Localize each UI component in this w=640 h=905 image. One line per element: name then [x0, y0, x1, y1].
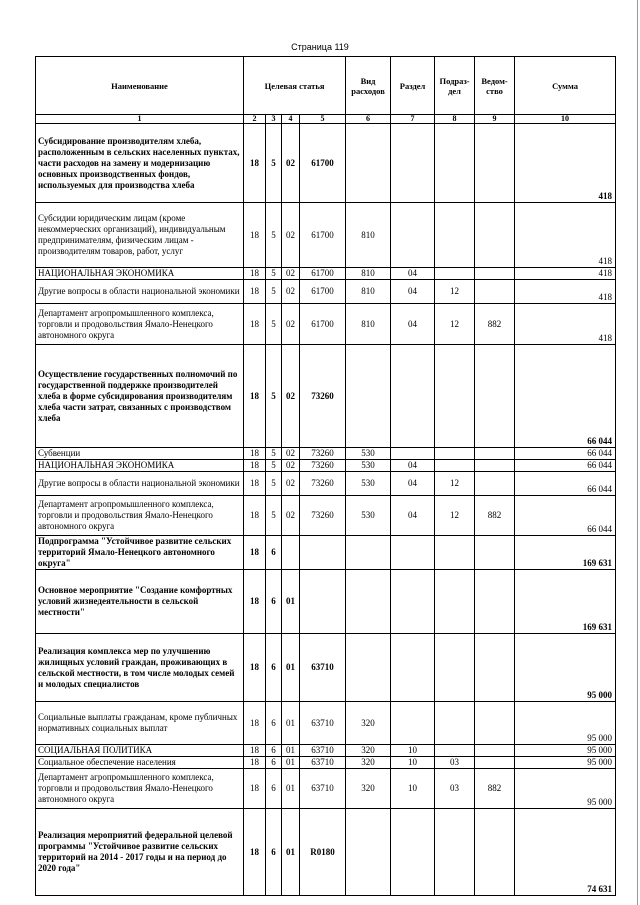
row-sum: 66 044	[515, 472, 616, 496]
row-vedomstvo	[475, 472, 515, 496]
row-target-subprogram: 6	[266, 536, 282, 570]
row-target-event: 01	[282, 570, 300, 634]
row-vedomstvo	[475, 280, 515, 304]
page-label: Страница 119	[291, 42, 349, 52]
row-sum: 95 000	[515, 757, 616, 769]
row-vid: 320	[346, 769, 391, 809]
row-target-event: 02	[282, 496, 300, 536]
row-target-event: 02	[282, 448, 300, 460]
scan-edge-line	[637, 0, 638, 905]
row-sum: 418	[515, 268, 616, 280]
row-razdel	[391, 203, 435, 268]
row-target-subprogram: 6	[266, 757, 282, 769]
row-name: Другие вопросы в области национальной экономики	[36, 280, 244, 304]
row-razdel	[391, 809, 435, 896]
row-target-program: 18	[244, 472, 266, 496]
row-name: Подпрограмма "Устойчивое развитие сельских территорий Ямало-Ненецкого автономного округа"	[36, 536, 244, 570]
table-row	[36, 809, 616, 896]
row-vid: 320	[346, 757, 391, 769]
row-vedomstvo	[475, 124, 515, 203]
header-razdel: Раздел	[391, 57, 435, 115]
table-row	[36, 745, 616, 757]
row-vid	[346, 124, 391, 203]
row-vid: 810	[346, 280, 391, 304]
row-target-event: 01	[282, 745, 300, 757]
row-target-subprogram: 6	[266, 769, 282, 809]
row-podrazdel	[435, 124, 475, 203]
table-row	[36, 570, 616, 634]
row-razdel	[391, 448, 435, 460]
row-target-code: 73260	[300, 448, 346, 460]
row-vedomstvo	[475, 268, 515, 280]
row-target-code: 63710	[300, 634, 346, 702]
row-target-code: 61700	[300, 304, 346, 345]
row-target-program: 18	[244, 268, 266, 280]
row-sum: 418	[515, 203, 616, 268]
row-name: Департамент агропромышленного комплекса, торговли и продовольствия Ямало-Ненецкого автономного округа	[36, 304, 244, 345]
header-vedomstvo: Ведом-ство	[475, 57, 515, 115]
table-row	[36, 124, 616, 203]
row-podrazdel	[435, 448, 475, 460]
row-target-subprogram: 6	[266, 570, 282, 634]
row-vid: 810	[346, 268, 391, 280]
row-sum: 66 044	[515, 448, 616, 460]
table-row	[36, 345, 616, 448]
row-vedomstvo	[475, 536, 515, 570]
row-target-program: 18	[244, 536, 266, 570]
row-target-event: 02	[282, 280, 300, 304]
col-num: 4	[282, 115, 300, 124]
row-target-program: 18	[244, 496, 266, 536]
row-target-subprogram: 6	[266, 809, 282, 896]
row-vid: 530	[346, 448, 391, 460]
row-razdel: 10	[391, 769, 435, 809]
row-target-program: 18	[244, 745, 266, 757]
table-row	[36, 536, 616, 570]
table-row	[36, 304, 616, 345]
row-target-event: 02	[282, 472, 300, 496]
budget-table	[35, 56, 616, 896]
row-name: Департамент агропромышленного комплекса, торговли и продовольствия Ямало-Ненецкого автономного округа	[36, 769, 244, 809]
row-target-code: 73260	[300, 496, 346, 536]
row-name: Департамент агропромышленного комплекса, торговли и продовольствия Ямало-Ненецкого автономного округа	[36, 496, 244, 536]
row-vedomstvo: 882	[475, 496, 515, 536]
row-target-program: 18	[244, 345, 266, 448]
row-sum: 66 044	[515, 496, 616, 536]
row-podrazdel	[435, 536, 475, 570]
row-name: Основное мероприятие "Создание комфортных условий жизнедеятельности в сельской местности"	[36, 570, 244, 634]
row-podrazdel: 12	[435, 472, 475, 496]
row-razdel	[391, 536, 435, 570]
row-razdel	[391, 570, 435, 634]
row-target-code: 73260	[300, 460, 346, 472]
row-target-subprogram: 5	[266, 280, 282, 304]
row-target-program: 18	[244, 634, 266, 702]
table-row	[36, 280, 616, 304]
row-vedomstvo	[475, 634, 515, 702]
table-row	[36, 268, 616, 280]
row-target-code	[300, 536, 346, 570]
row-target-event	[282, 536, 300, 570]
row-target-event: 01	[282, 757, 300, 769]
row-target-event: 02	[282, 268, 300, 280]
row-target-code: 63710	[300, 769, 346, 809]
col-num: 7	[391, 115, 435, 124]
row-vedomstvo	[475, 570, 515, 634]
row-target-subprogram: 5	[266, 472, 282, 496]
table-row	[36, 757, 616, 769]
col-num: 10	[515, 115, 616, 124]
row-razdel	[391, 702, 435, 745]
row-target-code	[300, 570, 346, 634]
row-sum: 95 000	[515, 745, 616, 757]
row-target-event: 01	[282, 634, 300, 702]
table-row	[36, 702, 616, 745]
row-name: Субсидирование производителям хлеба, расположенным в сельских населенных пунктах, части расходов на замену и модернизацию основных производственных фондов, используемых для производства хлеба	[36, 124, 244, 203]
row-sum: 95 000	[515, 769, 616, 809]
row-sum: 74 631	[515, 809, 616, 896]
row-vid: 530	[346, 496, 391, 536]
row-target-code: 61700	[300, 268, 346, 280]
row-vedomstvo	[475, 203, 515, 268]
row-target-subprogram: 5	[266, 304, 282, 345]
row-name: НАЦИОНАЛЬНАЯ ЭКОНОМИКА	[36, 268, 244, 280]
row-target-program: 18	[244, 809, 266, 896]
row-podrazdel	[435, 345, 475, 448]
row-target-subprogram: 5	[266, 448, 282, 460]
row-target-program: 18	[244, 124, 266, 203]
row-razdel: 04	[391, 496, 435, 536]
row-vid: 810	[346, 304, 391, 345]
table-row	[36, 460, 616, 472]
row-podrazdel: 12	[435, 496, 475, 536]
row-target-subprogram: 5	[266, 203, 282, 268]
row-target-code: 73260	[300, 472, 346, 496]
row-target-subprogram: 6	[266, 634, 282, 702]
table-row	[36, 769, 616, 809]
row-razdel: 04	[391, 280, 435, 304]
row-podrazdel	[435, 460, 475, 472]
row-vid	[346, 570, 391, 634]
row-name: СОЦИАЛЬНАЯ ПОЛИТИКА	[36, 745, 244, 757]
row-vid	[346, 536, 391, 570]
row-target-code: 63710	[300, 757, 346, 769]
row-vedomstvo	[475, 345, 515, 448]
row-name: Социальные выплаты гражданам, кроме публичных нормативных социальных выплат	[36, 702, 244, 745]
header-summa: Сумма	[515, 57, 616, 115]
row-razdel: 04	[391, 460, 435, 472]
header-target: Целевая статья	[244, 57, 346, 115]
row-name: НАЦИОНАЛЬНАЯ ЭКОНОМИКА	[36, 460, 244, 472]
row-razdel: 10	[391, 745, 435, 757]
row-podrazdel: 03	[435, 757, 475, 769]
row-target-event: 02	[282, 345, 300, 448]
row-vid	[346, 634, 391, 702]
row-vid: 320	[346, 745, 391, 757]
col-num: 8	[435, 115, 475, 124]
row-target-subprogram: 6	[266, 702, 282, 745]
row-sum: 95 000	[515, 702, 616, 745]
col-num: 5	[300, 115, 346, 124]
row-podrazdel	[435, 634, 475, 702]
row-target-program: 18	[244, 769, 266, 809]
row-vid: 810	[346, 203, 391, 268]
row-vedomstvo	[475, 448, 515, 460]
header-vid: Вид расходов	[346, 57, 391, 115]
row-target-program: 18	[244, 460, 266, 472]
row-podrazdel: 12	[435, 280, 475, 304]
row-sum: 418	[515, 124, 616, 203]
row-target-program: 18	[244, 280, 266, 304]
row-vid	[346, 345, 391, 448]
row-razdel: 10	[391, 757, 435, 769]
row-target-subprogram: 5	[266, 460, 282, 472]
table-row	[36, 448, 616, 460]
col-num: 9	[475, 115, 515, 124]
row-target-event: 01	[282, 702, 300, 745]
row-target-program: 18	[244, 203, 266, 268]
row-name: Реализация мероприятий федеральной целевой программы "Устойчивое развитие сельских территорий на 2014 - 2017 годы и на период до 2020 года"	[36, 809, 244, 896]
row-name: Другие вопросы в области национальной экономики	[36, 472, 244, 496]
row-razdel	[391, 634, 435, 702]
row-razdel	[391, 124, 435, 203]
row-target-program: 18	[244, 702, 266, 745]
row-sum: 418	[515, 304, 616, 345]
row-razdel	[391, 345, 435, 448]
row-target-code: 61700	[300, 280, 346, 304]
row-target-subprogram: 5	[266, 124, 282, 203]
row-vedomstvo	[475, 809, 515, 896]
table-row	[36, 472, 616, 496]
row-name: Социальное обеспечение населения	[36, 757, 244, 769]
row-target-subprogram: 5	[266, 345, 282, 448]
row-podrazdel	[435, 268, 475, 280]
row-podrazdel: 12	[435, 304, 475, 345]
table-row	[36, 496, 616, 536]
row-name: Осуществление государственных полномочий по государственной поддержке производителей хлеба в форме субсидирования производителям хлеба части затрат, связанных с производством хлеба	[36, 345, 244, 448]
row-vid: 530	[346, 460, 391, 472]
row-target-event: 02	[282, 304, 300, 345]
row-vid: 530	[346, 472, 391, 496]
row-target-event: 02	[282, 124, 300, 203]
row-target-code: 63710	[300, 702, 346, 745]
row-name: Субвенции	[36, 448, 244, 460]
row-vid	[346, 809, 391, 896]
row-target-event: 02	[282, 203, 300, 268]
col-num: 2	[244, 115, 266, 124]
row-sum: 95 000	[515, 634, 616, 702]
row-podrazdel	[435, 702, 475, 745]
row-sum: 418	[515, 280, 616, 304]
row-vid: 320	[346, 702, 391, 745]
table-row	[36, 634, 616, 702]
row-target-event: 01	[282, 809, 300, 896]
row-target-event: 01	[282, 769, 300, 809]
row-target-subprogram: 5	[266, 496, 282, 536]
row-razdel: 04	[391, 268, 435, 280]
row-target-subprogram: 6	[266, 745, 282, 757]
row-name: Реализация комплекса мер по улучшению жилищных условий граждан, проживающих в сельской местности, в том числе молодых семей и молодых специалистов	[36, 634, 244, 702]
header-name: Наименование	[36, 57, 244, 115]
row-target-code: 63710	[300, 745, 346, 757]
row-target-program: 18	[244, 448, 266, 460]
row-razdel: 04	[391, 472, 435, 496]
row-target-code: 61700	[300, 124, 346, 203]
row-target-code: R0180	[300, 809, 346, 896]
row-podrazdel	[435, 570, 475, 634]
row-podrazdel	[435, 745, 475, 757]
table-row	[36, 203, 616, 268]
row-target-subprogram: 5	[266, 268, 282, 280]
row-vedomstvo: 882	[475, 304, 515, 345]
row-sum: 169 631	[515, 536, 616, 570]
row-target-code: 73260	[300, 345, 346, 448]
col-num: 1	[36, 115, 244, 124]
col-num: 3	[266, 115, 282, 124]
row-name: Субсидии юридическим лицам (кроме некоммерческих организаций), индивидуальным предпринимателям, физическим лицам - производителям товаров, работ, услуг	[36, 203, 244, 268]
row-vedomstvo	[475, 702, 515, 745]
header-row	[36, 57, 616, 115]
row-sum: 66 044	[515, 345, 616, 448]
header-podrazdel: Подраз-дел	[435, 57, 475, 115]
row-target-program: 18	[244, 304, 266, 345]
row-sum: 169 631	[515, 570, 616, 634]
row-vedomstvo: 882	[475, 769, 515, 809]
col-num: 6	[346, 115, 391, 124]
row-podrazdel	[435, 809, 475, 896]
row-target-program: 18	[244, 570, 266, 634]
row-sum: 66 044	[515, 460, 616, 472]
row-vedomstvo	[475, 460, 515, 472]
row-target-code: 61700	[300, 203, 346, 268]
column-number-row	[36, 115, 616, 124]
row-vedomstvo	[475, 757, 515, 769]
row-podrazdel	[435, 203, 475, 268]
row-target-event: 02	[282, 460, 300, 472]
row-target-program: 18	[244, 757, 266, 769]
row-vedomstvo	[475, 745, 515, 757]
row-razdel: 04	[391, 304, 435, 345]
row-podrazdel: 03	[435, 769, 475, 809]
